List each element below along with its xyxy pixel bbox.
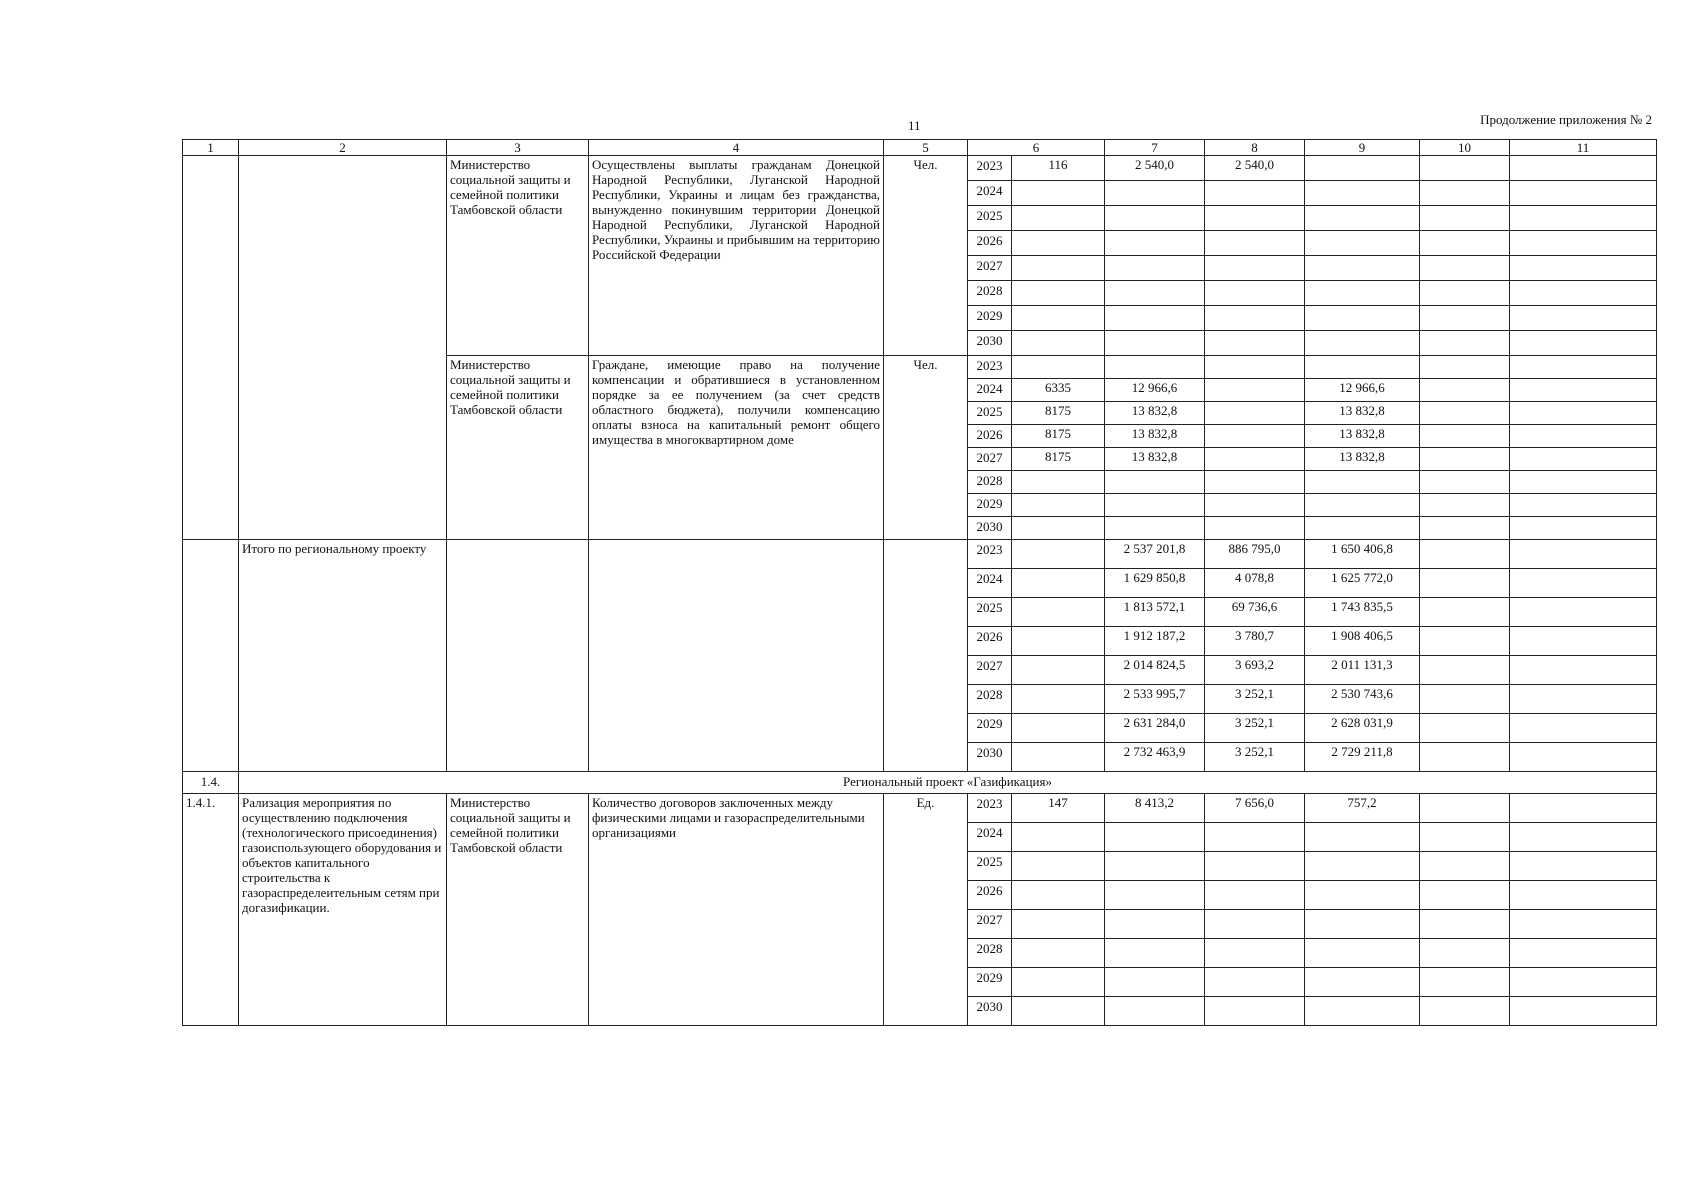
cell-indicator: Граждане, имеющие право на получение компенсации и обратившиеся в установленном порядке за ее получением (за счет средств областного бюджета), получили компенсацию оплаты взноса на капитальный ремонт общего имущества в многоквартирном доме [589,356,884,540]
cell-value-6: 8175 [1012,448,1105,471]
cell-value-10 [1420,256,1510,281]
cell-value-7: 1 629 850,8 [1105,569,1205,598]
cell-value-9: 2 011 131,3 [1305,656,1420,685]
cell-value-6: 116 [1012,156,1105,181]
cell-value-8 [1205,231,1305,256]
cell-value-7 [1105,331,1205,356]
cell-value-10 [1420,281,1510,306]
cell-value-8 [1205,910,1305,939]
cell-responsible: Министерство социальной защиты и семейной политики Тамбовской области [447,356,589,540]
cell-year: 2029 [968,494,1012,517]
col-header-1: 1 [183,140,239,156]
cell-value-6: 147 [1012,794,1105,823]
cell-value-8 [1205,379,1305,402]
cell-value-10 [1420,939,1510,968]
cell-value-9 [1305,823,1420,852]
cell-value-6 [1012,256,1105,281]
cell-year: 2023 [968,540,1012,569]
cell-value-6 [1012,714,1105,743]
cell-year: 2027 [968,910,1012,939]
cell-value-10 [1420,997,1510,1026]
cell-value-10 [1420,517,1510,540]
cell-value-10 [1420,910,1510,939]
col-header-9: 9 [1305,140,1420,156]
cell-value-9: 13 832,8 [1305,425,1420,448]
cell-value-9: 1 908 406,5 [1305,627,1420,656]
col-header-2: 2 [239,140,447,156]
cell-value-11 [1510,181,1657,206]
cell-value-9 [1305,156,1420,181]
cell-number [183,540,239,772]
cell-year: 2029 [968,714,1012,743]
cell-value-10 [1420,494,1510,517]
cell-value-8: 3 252,1 [1205,685,1305,714]
cell-value-11 [1510,471,1657,494]
cell-value-8: 3 252,1 [1205,714,1305,743]
cell-unit: Чел. [884,156,968,356]
cell-value-11 [1510,281,1657,306]
cell-value-6 [1012,881,1105,910]
cell-value-10 [1420,425,1510,448]
cell-value-7: 2 540,0 [1105,156,1205,181]
cell-value-6 [1012,968,1105,997]
cell-value-10 [1420,181,1510,206]
cell-value-11 [1510,939,1657,968]
cell-value-8 [1205,517,1305,540]
cell-value-8: 3 693,2 [1205,656,1305,685]
cell-value-11 [1510,379,1657,402]
cell-value-7 [1105,306,1205,331]
col-header-8: 8 [1205,140,1305,156]
cell-value-10 [1420,379,1510,402]
cell-value-6 [1012,569,1105,598]
cell-value-7 [1105,517,1205,540]
cell-value-7: 1 912 187,2 [1105,627,1205,656]
cell-value-6 [1012,823,1105,852]
cell-value-8 [1205,939,1305,968]
cell-value-9: 757,2 [1305,794,1420,823]
col-header-4: 4 [589,140,884,156]
cell-value-10 [1420,306,1510,331]
cell-unit: Чел. [884,356,968,540]
page-number: 11 [908,118,921,133]
cell-value-9: 1 625 772,0 [1305,569,1420,598]
col-header-6: 6 [968,140,1105,156]
cell-unit: Ед. [884,794,968,1026]
cell-value-10 [1420,402,1510,425]
cell-value-9: 12 966,6 [1305,379,1420,402]
cell-value-8 [1205,494,1305,517]
cell-value-7 [1105,968,1205,997]
cell-year: 2025 [968,206,1012,231]
cell-value-6: 6335 [1012,379,1105,402]
cell-value-10 [1420,331,1510,356]
cell-year: 2024 [968,569,1012,598]
cell-value-8 [1205,968,1305,997]
cell-value-8 [1205,256,1305,281]
cell-value-9 [1305,881,1420,910]
cell-year: 2024 [968,379,1012,402]
cell-value-11 [1510,206,1657,231]
cell-value-10 [1420,448,1510,471]
cell-value-11 [1510,448,1657,471]
cell-value-6 [1012,627,1105,656]
cell-value-7 [1105,256,1205,281]
cell-year: 2030 [968,331,1012,356]
cell-value-10 [1420,231,1510,256]
cell-year: 2026 [968,425,1012,448]
cell-value-10 [1420,823,1510,852]
cell-value-10 [1420,794,1510,823]
cell-value-9 [1305,997,1420,1026]
cell-value-6 [1012,656,1105,685]
cell-value-11 [1510,156,1657,181]
cell-value-11 [1510,656,1657,685]
cell-value-10 [1420,627,1510,656]
cell-value-6 [1012,997,1105,1026]
cell-responsible: Министерство социальной защиты и семейной политики Тамбовской области [447,156,589,356]
cell-value-8: 2 540,0 [1205,156,1305,181]
cell-activity: Рализация мероприятия по осуществлению подключения (технологического присоединения) газоиспользующего оборудования и объектов капитального строительства к газораспределеительным сетям при догазификации. [239,794,447,1026]
program-table [182,139,1657,1026]
cell-value-7 [1105,881,1205,910]
cell-year: 2028 [968,939,1012,968]
cell-value-6 [1012,517,1105,540]
cell-value-11 [1510,714,1657,743]
cell-value-8 [1205,823,1305,852]
cell-value-11 [1510,997,1657,1026]
cell-value-9 [1305,356,1420,379]
cell-value-9 [1305,306,1420,331]
cell-value-10 [1420,656,1510,685]
cell-year: 2029 [968,306,1012,331]
cell-total-label: Итого по региональному проекту [239,540,447,772]
cell-value-10 [1420,356,1510,379]
cell-value-6 [1012,331,1105,356]
cell-value-7: 13 832,8 [1105,402,1205,425]
cell-indicator [589,540,884,772]
cell-value-11 [1510,402,1657,425]
cell-value-7 [1105,494,1205,517]
cell-value-11 [1510,540,1657,569]
cell-year: 2025 [968,598,1012,627]
cell-value-7: 2 014 824,5 [1105,656,1205,685]
cell-indicator: Количество договоров заключенных между физическими лицами и газораспределительными организациями [589,794,884,1026]
col-header-10: 10 [1420,140,1510,156]
cell-year: 2030 [968,517,1012,540]
cell-value-9 [1305,231,1420,256]
cell-value-9: 13 832,8 [1305,402,1420,425]
cell-value-11 [1510,256,1657,281]
cell-year: 2023 [968,794,1012,823]
cell-value-8: 3 780,7 [1205,627,1305,656]
cell-value-8: 7 656,0 [1205,794,1305,823]
cell-value-8 [1205,881,1305,910]
cell-value-6 [1012,939,1105,968]
cell-value-10 [1420,881,1510,910]
cell-value-9 [1305,968,1420,997]
cell-value-11 [1510,306,1657,331]
cell-value-8 [1205,448,1305,471]
cell-value-10 [1420,852,1510,881]
cell-value-7 [1105,206,1205,231]
cell-value-9: 13 832,8 [1305,448,1420,471]
cell-value-9 [1305,471,1420,494]
cell-value-8 [1205,425,1305,448]
cell-value-11 [1510,569,1657,598]
cell-value-10 [1420,569,1510,598]
cell-value-6 [1012,540,1105,569]
cell-value-6 [1012,910,1105,939]
cell-year: 2027 [968,256,1012,281]
col-header-7: 7 [1105,140,1205,156]
cell-value-6 [1012,852,1105,881]
cell-value-9: 2 628 031,9 [1305,714,1420,743]
cell-value-6: 8175 [1012,425,1105,448]
cell-value-9: 1 650 406,8 [1305,540,1420,569]
cell-value-9 [1305,181,1420,206]
cell-value-6 [1012,598,1105,627]
cell-value-10 [1420,968,1510,997]
cell-number [183,156,239,540]
cell-year: 2026 [968,881,1012,910]
cell-unit [884,540,968,772]
cell-value-7 [1105,852,1205,881]
cell-value-11 [1510,598,1657,627]
cell-value-9 [1305,494,1420,517]
cell-value-6 [1012,743,1105,772]
cell-value-7: 2 732 463,9 [1105,743,1205,772]
column-number-row [183,140,1657,156]
cell-value-11 [1510,231,1657,256]
cell-value-11 [1510,852,1657,881]
cell-value-8 [1205,331,1305,356]
cell-year: 2029 [968,968,1012,997]
cell-value-7 [1105,471,1205,494]
cell-value-11 [1510,517,1657,540]
cell-value-10 [1420,471,1510,494]
cell-value-11 [1510,910,1657,939]
cell-year: 2025 [968,852,1012,881]
cell-value-6 [1012,231,1105,256]
cell-value-8 [1205,356,1305,379]
cell-year: 2024 [968,181,1012,206]
cell-value-8 [1205,181,1305,206]
cell-value-7 [1105,823,1205,852]
cell-value-6 [1012,494,1105,517]
cell-year: 2027 [968,656,1012,685]
cell-value-9 [1305,206,1420,231]
cell-value-7 [1105,939,1205,968]
cell-value-8 [1205,852,1305,881]
cell-value-7: 2 631 284,0 [1105,714,1205,743]
cell-value-7: 1 813 572,1 [1105,598,1205,627]
cell-indicator: Осуществлены выплаты гражданам Донецкой Народной Республики, Луганской Народной Республики, Украины и лицам без гражданства, вынужденно покинувшим территории Донецкой Народной Республики, Луганской Народной Республики, Украины и прибывшим на территорию Российской Федерации [589,156,884,356]
cell-year: 2023 [968,356,1012,379]
cell-responsible [447,540,589,772]
cell-value-7: 2 533 995,7 [1105,685,1205,714]
col-header-11: 11 [1510,140,1657,156]
cell-value-8 [1205,471,1305,494]
cell-value-7: 13 832,8 [1105,448,1205,471]
cell-value-7 [1105,181,1205,206]
cell-value-11 [1510,794,1657,823]
cell-value-7 [1105,997,1205,1026]
cell-value-11 [1510,968,1657,997]
cell-value-9: 2 530 743,6 [1305,685,1420,714]
cell-value-11 [1510,627,1657,656]
cell-value-11 [1510,356,1657,379]
cell-value-11 [1510,881,1657,910]
col-header-5: 5 [884,140,968,156]
cell-value-8: 886 795,0 [1205,540,1305,569]
cell-year: 2028 [968,281,1012,306]
table-row [183,156,1657,181]
section-title: Региональный проект «Газификация» [239,772,1657,794]
cell-year: 2025 [968,402,1012,425]
cell-value-11 [1510,685,1657,714]
cell-value-9: 1 743 835,5 [1305,598,1420,627]
cell-value-11 [1510,331,1657,356]
cell-year: 2026 [968,231,1012,256]
cell-value-8: 3 252,1 [1205,743,1305,772]
cell-value-7 [1105,281,1205,306]
cell-year: 2030 [968,743,1012,772]
cell-value-9 [1305,331,1420,356]
cell-value-10 [1420,685,1510,714]
cell-value-9 [1305,852,1420,881]
cell-year: 2028 [968,685,1012,714]
cell-value-8 [1205,281,1305,306]
cell-value-7 [1105,231,1205,256]
cell-value-6 [1012,471,1105,494]
cell-value-7: 13 832,8 [1105,425,1205,448]
cell-responsible: Министерство социальной защиты и семейной политики Тамбовской области [447,794,589,1026]
cell-value-8 [1205,997,1305,1026]
cell-year: 2023 [968,156,1012,181]
section-number: 1.4. [183,772,239,794]
cell-value-11 [1510,494,1657,517]
cell-value-10 [1420,714,1510,743]
cell-year: 2027 [968,448,1012,471]
cell-value-6 [1012,685,1105,714]
cell-value-10 [1420,206,1510,231]
cell-value-10 [1420,540,1510,569]
table-row [183,540,1657,569]
cell-year: 2026 [968,627,1012,656]
continuation-note: Продолжение приложения № 2 [1480,112,1652,127]
cell-value-7 [1105,356,1205,379]
cell-activity [239,156,447,540]
cell-value-6 [1012,206,1105,231]
cell-value-11 [1510,743,1657,772]
cell-value-8 [1205,306,1305,331]
cell-value-9 [1305,517,1420,540]
cell-value-11 [1510,425,1657,448]
cell-value-11 [1510,823,1657,852]
cell-value-9 [1305,939,1420,968]
cell-value-8: 4 078,8 [1205,569,1305,598]
cell-value-7 [1105,910,1205,939]
table-row [183,794,1657,823]
cell-year: 2024 [968,823,1012,852]
cell-value-6 [1012,356,1105,379]
cell-value-6 [1012,281,1105,306]
cell-value-9 [1305,256,1420,281]
cell-value-10 [1420,598,1510,627]
col-header-3: 3 [447,140,589,156]
cell-value-7: 2 537 201,8 [1105,540,1205,569]
cell-number: 1.4.1. [183,794,239,1026]
cell-value-9: 2 729 211,8 [1305,743,1420,772]
cell-value-7: 12 966,6 [1105,379,1205,402]
cell-year: 2028 [968,471,1012,494]
section-row [183,772,1657,794]
cell-value-10 [1420,743,1510,772]
cell-value-6: 8175 [1012,402,1105,425]
cell-value-7: 8 413,2 [1105,794,1205,823]
cell-value-9 [1305,281,1420,306]
cell-value-6 [1012,306,1105,331]
cell-value-10 [1420,156,1510,181]
cell-value-6 [1012,181,1105,206]
cell-value-8 [1205,206,1305,231]
cell-value-9 [1305,910,1420,939]
cell-value-8 [1205,402,1305,425]
cell-year: 2030 [968,997,1012,1026]
cell-value-8: 69 736,6 [1205,598,1305,627]
